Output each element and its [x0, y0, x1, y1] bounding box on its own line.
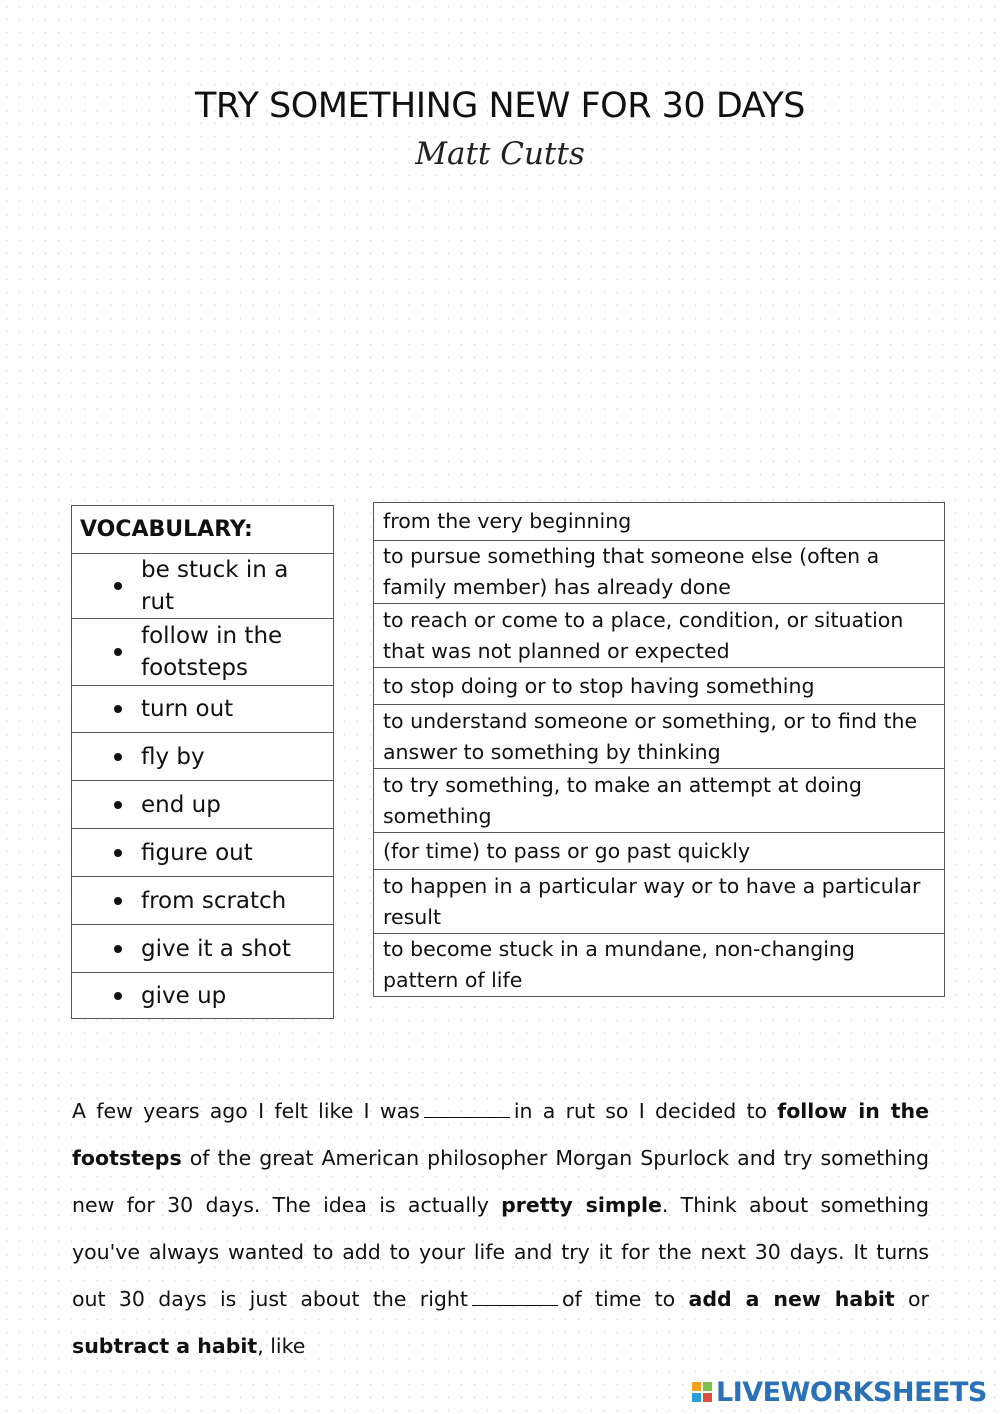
- reading-passage: A few years ago I felt like I was in a rut so I decided to follow in the footsteps of the great American philosopher Morgan Spurlock and try something new for 30 days. The idea is actually pretty simple. Think about something you've always wanted to add to your life and try it for the next 30 days. It turns out 30 days is just about the right of time to add a new habit or subtract a habit, like: [72, 1099, 929, 1358]
- vocab-item: from scratch: [72, 877, 334, 925]
- highlight-phrase: pretty simple: [501, 1193, 662, 1217]
- answer-blank[interactable]: [424, 1099, 510, 1118]
- vocabulary-table: [71, 505, 334, 1019]
- definition-cell: to understand someone or something, or to find the answer to something by thinking: [374, 705, 945, 769]
- bullet-icon: [114, 648, 122, 656]
- definition-cell: to reach or come to a place, condition, or situation that was not planned or expected: [374, 604, 945, 668]
- vocab-item: turn out: [72, 686, 334, 733]
- author-name: Matt Cutts: [415, 136, 585, 172]
- definition-cell: to pursue something that someone else (often a family member) has already done: [374, 541, 945, 604]
- definition-cell: to become stuck in a mundane, non-changing pattern of life: [374, 934, 945, 997]
- definition-cell: to stop doing or to stop having something: [374, 668, 945, 705]
- logo-mark-icon: [692, 1382, 712, 1402]
- vocab-item: end up: [72, 781, 334, 829]
- definition-cell: from the very beginning: [374, 503, 945, 541]
- vocab-item: give it a shot: [72, 925, 334, 973]
- definitions-table: [373, 502, 945, 997]
- vocab-item: fly by: [72, 733, 334, 781]
- highlight-phrase: add a new habit: [688, 1287, 895, 1311]
- vocabulary-heading: VOCABULARY:: [72, 506, 334, 554]
- highlight-phrase: subtract a habit: [72, 1334, 258, 1358]
- highlight-phrase: follow in the footsteps: [72, 1099, 929, 1170]
- bullet-icon: [114, 992, 122, 1000]
- worksheet-title: TRY SOMETHING NEW FOR 30 DAYS: [195, 86, 805, 126]
- vocab-item: figure out: [72, 829, 334, 877]
- bullet-icon: [114, 945, 122, 953]
- bullet-icon: [114, 801, 122, 809]
- logo-text: LIVEWORKSHEETS: [716, 1376, 987, 1408]
- bullet-icon: [114, 582, 122, 590]
- definition-cell: (for time) to pass or go past quickly: [374, 833, 945, 870]
- definition-cell: to happen in a particular way or to have a particular result: [374, 870, 945, 934]
- vocab-item: be stuck in a rut: [72, 554, 334, 619]
- answer-blank[interactable]: [472, 1287, 558, 1306]
- definition-cell: to try something, to make an attempt at doing something: [374, 769, 945, 833]
- liveworksheets-logo[interactable]: [692, 1374, 987, 1410]
- vocab-item: follow in the footsteps: [72, 619, 334, 686]
- vocab-item: give up: [72, 973, 334, 1019]
- bullet-icon: [114, 753, 122, 761]
- bullet-icon: [114, 897, 122, 905]
- bullet-icon: [114, 849, 122, 857]
- bullet-icon: [114, 705, 122, 713]
